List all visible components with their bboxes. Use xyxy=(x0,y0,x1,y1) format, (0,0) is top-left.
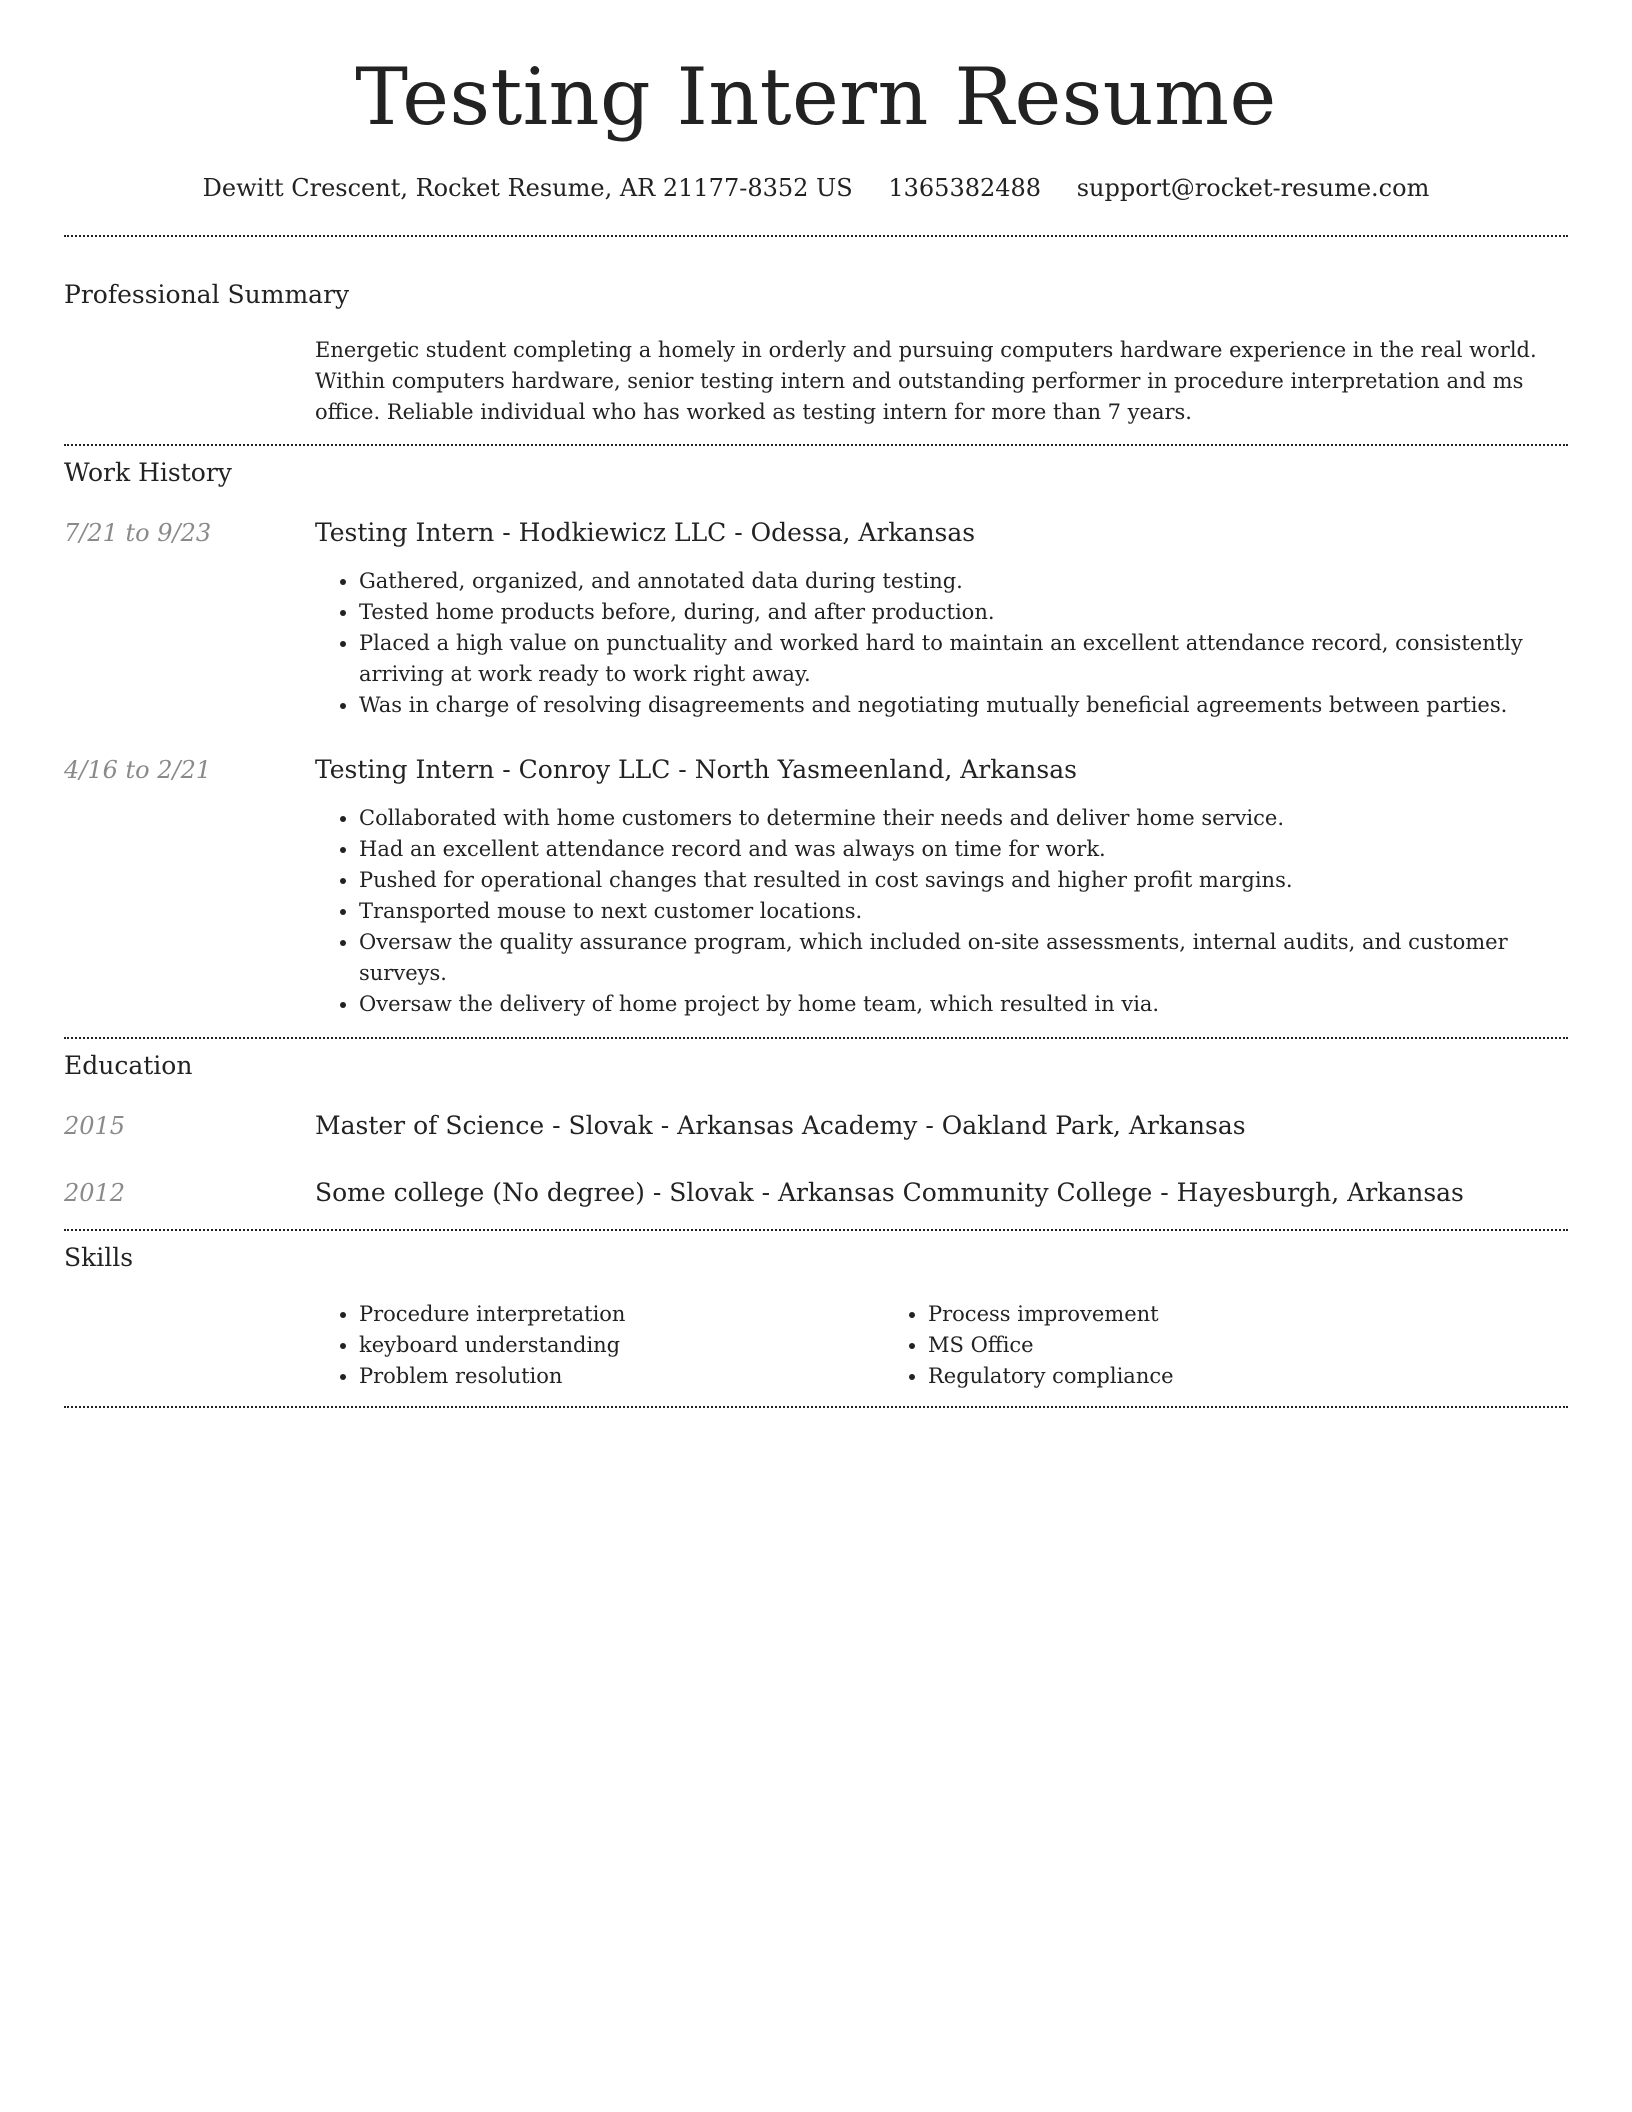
skills-column-1 xyxy=(315,1299,885,1392)
education-heading: Master of Science - Slovak - Arkansas Academy - Oakland Park, Arkansas xyxy=(315,1111,1246,1140)
job-bullet: • Oversaw the delivery of home project by home team, which resulted in via. xyxy=(359,989,1568,1020)
job-bullet: • Collaborated with home customers to determine their needs and deliver home service. xyxy=(359,803,1568,834)
skills-columns xyxy=(64,1299,1568,1406)
job-bullets xyxy=(315,566,1568,721)
skill-item: • Regulatory compliance xyxy=(928,1361,1455,1392)
skill-item: • Procedure interpretation xyxy=(359,1299,885,1330)
job-bullet: • Tested home products before, during, and after production. xyxy=(359,597,1568,628)
divider xyxy=(64,235,1568,237)
education-section xyxy=(64,1051,1568,1229)
contact-phone: 1365382488 xyxy=(888,174,1042,202)
resume-title: Testing Intern Resume xyxy=(355,51,1277,143)
education-entry xyxy=(64,1178,1568,1229)
job-bullet: • Placed a high value on punctuality and worked hard to maintain an excellent attendance record, consistently arriving at work ready to work right away. xyxy=(359,628,1568,690)
education-heading: Some college (No degree) - Slovak - Arkansas Community College - Hayesburgh, Arkansas xyxy=(315,1178,1464,1207)
divider xyxy=(64,1037,1568,1039)
skills-section xyxy=(64,1243,1568,1406)
job-bullet: • Pushed for operational changes that resulted in cost savings and higher profit margins. xyxy=(359,865,1568,896)
skill-item: • Process improvement xyxy=(928,1299,1455,1330)
divider xyxy=(64,1406,1568,1408)
section-title-work-history: Work History xyxy=(64,458,232,487)
job-bullet: • Transported mouse to next customer locations. xyxy=(359,896,1568,927)
job-dates: 7/21 to 9/23 xyxy=(64,519,212,547)
job-bullet: • Had an excellent attendance record and was always on time for work. xyxy=(359,834,1568,865)
divider xyxy=(64,1229,1568,1231)
work-history-section xyxy=(64,458,1568,1037)
job-dates: 4/16 to 2/21 xyxy=(64,756,212,784)
education-year: 2012 xyxy=(64,1179,126,1207)
section-title-skills: Skills xyxy=(64,1243,134,1272)
job-heading: Testing Intern - Conroy LLC - North Yasmeenland, Arkansas xyxy=(315,755,1077,784)
job-bullet: • Was in charge of resolving disagreements and negotiating mutually beneficial agreements between parties. xyxy=(359,690,1568,721)
job-entry xyxy=(64,518,1568,721)
section-title-summary: Professional Summary xyxy=(64,280,350,309)
contact-email: support@rocket-resume.com xyxy=(1076,174,1430,202)
education-year: 2015 xyxy=(64,1112,126,1140)
contact-address: Dewitt Crescent, Rocket Resume, AR 21177-8352 US xyxy=(202,174,853,202)
contact-line xyxy=(64,173,1568,203)
divider xyxy=(64,444,1568,446)
job-bullet: • Gathered, organized, and annotated data during testing. xyxy=(359,566,1568,597)
job-bullets xyxy=(315,803,1568,1020)
education-entry xyxy=(64,1111,1568,1141)
section-title-education: Education xyxy=(64,1051,193,1080)
skill-item: • Problem resolution xyxy=(359,1361,885,1392)
summary-text: Energetic student completing a homely in orderly and pursuing computers hardware experience in the real world. Within computers hardware, senior testing intern and outstanding performer in procedure interpretation and ms office. Reliable individual who has worked as testing intern for more than 7 years. xyxy=(315,338,1537,424)
skills-column-2 xyxy=(885,1299,1455,1392)
job-heading: Testing Intern - Hodkiewicz LLC - Odessa, Arkansas xyxy=(315,518,976,547)
skill-item: • keyboard understanding xyxy=(359,1330,885,1361)
job-entry xyxy=(64,755,1568,1037)
skill-item: • MS Office xyxy=(928,1330,1455,1361)
job-bullet: • Oversaw the quality assurance program, which included on-site assessments, internal audits, and customer surveys. xyxy=(359,927,1568,989)
summary-section xyxy=(64,280,1568,444)
